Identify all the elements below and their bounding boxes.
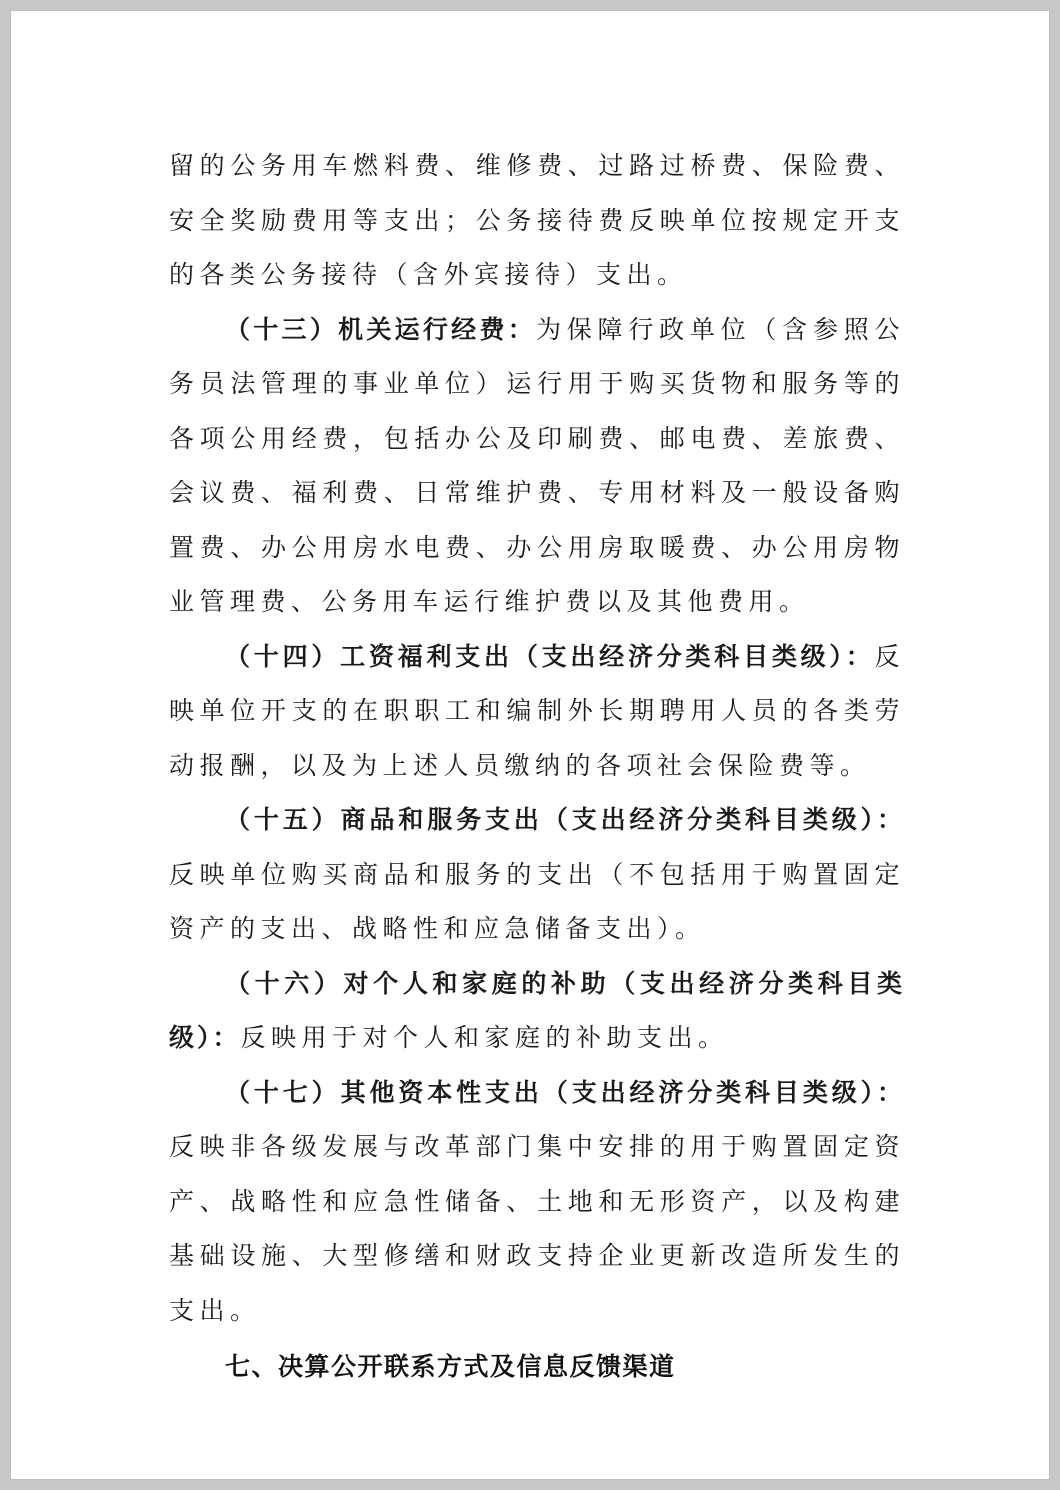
paragraph-heading: （十六）对个人和家庭的补助（支出经济分类科目类级）：: [169, 968, 905, 1052]
section-heading: 七、决算公开联系方式及信息反馈渠道: [225, 1352, 676, 1381]
paragraph-text: 为保障行政单位（含参照公务员法管理的事业单位）运行用于购买货物和服务等的各项公用经费，包括办公及印刷费、邮电费、差旅费、会议费、福利费、日常维护费、专用材料及一般设备购置费、办公用房水电费、办公用房取暖费、办公用房物业管理费、公务用车运行维护费以及其他费用。: [169, 314, 905, 616]
paragraph-heading: （十四）工资福利支出（支出经济分类科目类级）：: [225, 641, 875, 671]
paragraph-text: 反映单位购买商品和服务的支出（不包括用于购置固定资产的支出、战略性和应急储备支出）。: [169, 859, 905, 943]
document-page: [10, 10, 1050, 1480]
paragraph-heading: （十五）商品和服务支出（支出经济分类科目类级）：: [225, 805, 905, 834]
paragraph-text: 反映用于对个人和家庭的补助支出。: [240, 1023, 729, 1052]
paragraph-15: [169, 793, 905, 957]
paragraph-heading: （十七）其他资本性支出（支出经济分类科目类级）：: [225, 1077, 905, 1107]
paragraph-text: 反映非各级发展与改革部门集中安排的用于购置固定资产、战略性和应急性储备、土地和无形资产，以及构建基础设施、大型修缮和财政支持企业更新改造所发生的支出。: [169, 1132, 905, 1325]
paragraph-text: 反映单位开支的在职职工和编制外长期聘用人员的各类劳动报酬，以及为上述人员缴纳的各项社会保险费等。: [169, 641, 905, 780]
document-body: [169, 139, 905, 1392]
paragraph-heading: （十三）机关运行经费：: [225, 314, 536, 344]
paragraph-13: [169, 303, 905, 630]
paragraph-14: [169, 630, 905, 794]
paragraph-continuation: [169, 139, 905, 303]
paragraph-17: [169, 1066, 905, 1339]
paragraph-16: [169, 957, 905, 1066]
paragraph-text: 留的公务用车燃料费、维修费、过路过桥费、保险费、安全奖励费用等支出；公务接待费反映单位按规定开支的各类公务接待（含外宾接待）支出。: [169, 151, 905, 289]
